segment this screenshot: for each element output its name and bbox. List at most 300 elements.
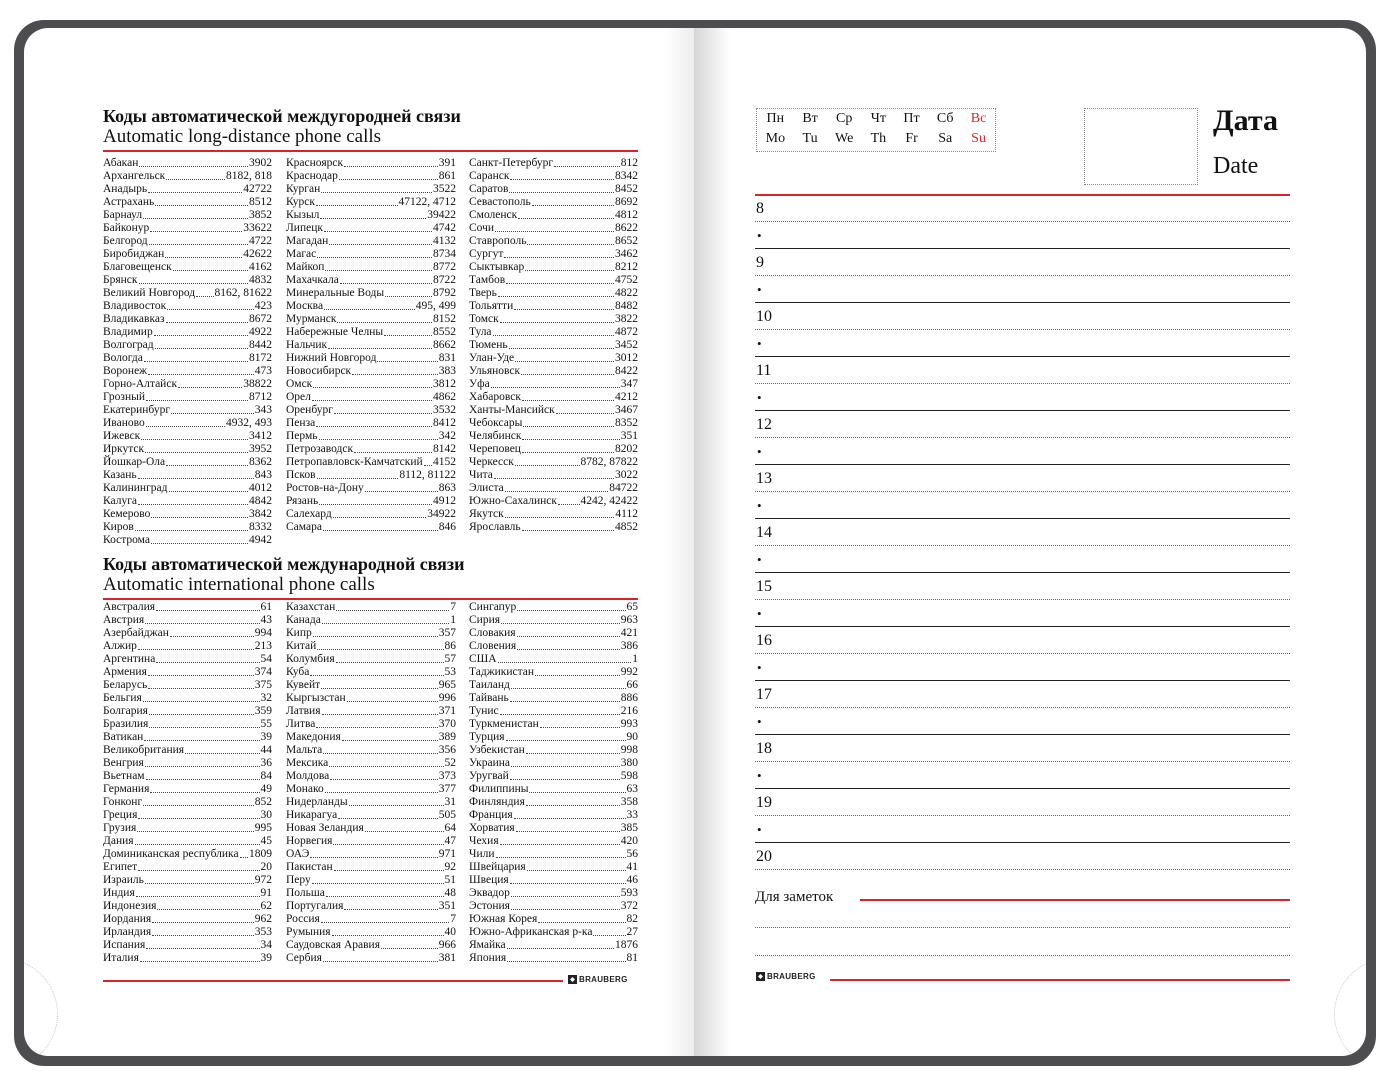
code-row [286, 235, 456, 248]
code-row [469, 417, 638, 430]
dialing-code: 91 [260, 887, 272, 899]
place-name: Смоленск [469, 209, 518, 221]
place-name: Набережные Челны [286, 326, 384, 338]
dialing-code: 593 [620, 887, 638, 899]
code-row [469, 378, 638, 391]
place-name: Йошкар-Ола [103, 456, 166, 468]
code-row [103, 209, 272, 222]
dialing-code: 8342 [615, 170, 638, 182]
schedule-line[interactable] [755, 248, 1290, 249]
dialing-code: 996 [438, 692, 456, 704]
place-name: Новосибирск [286, 365, 352, 377]
weekday-sa[interactable]: Сб Sa [936, 111, 954, 146]
dialing-code: 994 [254, 627, 272, 639]
place-name: Ирландия [103, 926, 152, 938]
place-name: Санкт-Петербург [469, 157, 554, 169]
place-name: Туркменистан [469, 718, 539, 730]
half-hour-bullet: • [757, 498, 762, 513]
code-row [103, 679, 272, 692]
code-row [286, 939, 456, 952]
dialing-code: 998 [620, 744, 638, 756]
place-name: Тамбов [469, 274, 506, 286]
dialing-code: 598 [620, 770, 638, 782]
place-name: Дания [103, 835, 134, 847]
code-row [103, 287, 272, 300]
dialing-code: 381 [438, 952, 456, 964]
code-row [286, 718, 456, 731]
dialing-code: 4832 [249, 274, 272, 286]
dialing-code: 84722 [609, 482, 638, 494]
place-name: Магас [286, 248, 317, 260]
dialing-code: 8772 [433, 261, 456, 273]
dialing-code: 375 [254, 679, 272, 691]
code-row [469, 339, 638, 352]
dialing-code: 383 [438, 365, 456, 377]
code-row [103, 352, 272, 365]
schedule-line[interactable] [755, 869, 1290, 870]
place-name: Армения [103, 666, 147, 678]
schedule-line[interactable] [755, 410, 1290, 411]
code-row [286, 640, 456, 653]
dialing-code: 4742 [433, 222, 456, 234]
place-name: Беларусь [103, 679, 148, 691]
schedule-line[interactable] [755, 275, 1290, 276]
half-hour-bullet: • [757, 768, 762, 783]
code-row [469, 692, 638, 705]
code-row [286, 222, 456, 235]
dialing-code: 8172 [249, 352, 272, 364]
domestic-codes-column-3 [469, 157, 638, 534]
place-name: Ставрополь [469, 235, 527, 247]
schedule-line[interactable] [755, 734, 1290, 735]
dialing-code: 39422 [427, 209, 456, 221]
dialing-code: 966 [438, 939, 456, 951]
place-name: Аргентина [103, 653, 156, 665]
place-name: Италия [103, 952, 139, 964]
date-input-box[interactable] [1084, 108, 1198, 185]
dialing-code: 359 [254, 705, 272, 717]
code-row [103, 692, 272, 705]
code-row [103, 157, 272, 170]
dialing-code: 1876 [615, 939, 638, 951]
dialing-code: 972 [254, 874, 272, 886]
code-row [103, 640, 272, 653]
dialing-code: 4212 [615, 391, 638, 403]
schedule-line[interactable] [755, 707, 1290, 708]
code-row [286, 326, 456, 339]
place-name: Россия [286, 913, 320, 925]
place-name: Кызыл [286, 209, 320, 221]
code-row [103, 313, 272, 326]
schedule-line[interactable] [755, 680, 1290, 681]
code-row [286, 482, 456, 495]
schedule-line[interactable] [755, 599, 1290, 600]
dialing-code: 4842 [249, 495, 272, 507]
dialing-code: 8202 [615, 443, 638, 455]
code-row [469, 456, 638, 469]
dialing-code: 4922 [249, 326, 272, 338]
code-row [286, 835, 456, 848]
dialing-code: 473 [254, 365, 272, 377]
code-row [469, 313, 638, 326]
place-name: Польша [286, 887, 325, 899]
international-codes-title: Коды автоматической международной связи [103, 554, 465, 574]
code-row [286, 495, 456, 508]
place-name: Португалия [286, 900, 344, 912]
dialing-code: 56 [626, 848, 638, 860]
dialing-code: 3532 [433, 404, 456, 416]
dialing-code: 421 [620, 627, 638, 639]
left-footer-rule [103, 980, 563, 982]
code-row [286, 196, 456, 209]
place-name: Южно-Сахалинск [469, 495, 557, 507]
dialing-code: 370 [438, 718, 456, 730]
place-name: Чита [469, 469, 493, 481]
place-name: Самара [286, 521, 322, 533]
code-row [103, 339, 272, 352]
place-name: Южно-Африканская р-ка [469, 926, 593, 938]
place-name: Тунис [469, 705, 499, 717]
domestic-codes-column-1 [103, 157, 272, 547]
schedule-line[interactable] [755, 545, 1290, 546]
place-name: Оренбург [286, 404, 333, 416]
dialing-code: 8412 [433, 417, 456, 429]
place-name: Хорватия [469, 822, 515, 834]
code-row [469, 783, 638, 796]
dialing-code: 505 [438, 809, 456, 821]
schedule-line[interactable] [755, 491, 1290, 492]
code-row [103, 443, 272, 456]
dialing-code: 52 [444, 757, 456, 769]
dialing-code: 33 [626, 809, 638, 821]
code-row [469, 183, 638, 196]
code-row [469, 848, 638, 861]
weekday-mo[interactable]: Пн Mo [765, 111, 786, 146]
dialing-code: 8452 [615, 183, 638, 195]
cover-stitching [24, 958, 58, 1056]
place-name: Киров [103, 521, 134, 533]
weekday-su[interactable]: Вс Su [970, 111, 987, 146]
code-row [103, 783, 272, 796]
place-name: Доминиканская республика [103, 848, 239, 860]
place-name: Калуга [103, 495, 138, 507]
dialing-code: 84 [260, 770, 272, 782]
dialing-code: 8662 [433, 339, 456, 351]
place-name: Саратов [469, 183, 509, 195]
place-name: Великобритания [103, 744, 185, 756]
weekday-th[interactable]: Чт Th [870, 111, 887, 146]
code-row [469, 900, 638, 913]
place-name: Китай [286, 640, 317, 652]
place-name: Челябинск [469, 430, 522, 442]
weekday-selector [756, 108, 996, 152]
code-row [286, 926, 456, 939]
dialing-code: 44 [260, 744, 272, 756]
place-name: Нидерланды [286, 796, 348, 808]
place-name: Майкоп [286, 261, 325, 273]
code-row [469, 235, 638, 248]
code-row [103, 835, 272, 848]
schedule-line[interactable] [755, 221, 1290, 222]
schedule-line[interactable] [755, 626, 1290, 627]
dialing-code: 8652 [615, 235, 638, 247]
code-row [286, 692, 456, 705]
place-name: Македония [286, 731, 341, 743]
code-row [286, 770, 456, 783]
place-name: Нальчик [286, 339, 328, 351]
schedule-line[interactable] [755, 302, 1290, 303]
code-row [286, 170, 456, 183]
code-row [469, 796, 638, 809]
dialing-code: 3462 [615, 248, 638, 260]
schedule-line[interactable] [755, 437, 1290, 438]
hour-label: 18 [756, 740, 772, 757]
code-row [103, 391, 272, 404]
place-name: Индия [103, 887, 135, 899]
code-row [469, 300, 638, 313]
dialing-code: 423 [254, 300, 272, 312]
code-row [103, 627, 272, 640]
code-row [103, 300, 272, 313]
code-row [103, 939, 272, 952]
dialing-code: 1809 [249, 848, 272, 860]
code-row [103, 874, 272, 887]
dialing-code: 357 [438, 627, 456, 639]
code-row [103, 744, 272, 757]
notes-label: Для заметок [755, 889, 834, 905]
dialing-code: 391 [438, 157, 456, 169]
schedule-line[interactable] [755, 572, 1290, 573]
code-row [469, 352, 638, 365]
place-name: Южная Корея [469, 913, 538, 925]
dialing-code: 962 [254, 913, 272, 925]
place-name: Тула [469, 326, 492, 338]
place-name: Омск [286, 378, 313, 390]
place-name: Липецк [286, 222, 323, 234]
dialing-code: 8782, 87822 [580, 456, 638, 468]
place-name: Ижевск [103, 430, 141, 442]
place-name: Монако [286, 783, 324, 795]
dialing-code: 863 [438, 482, 456, 494]
dialing-code: 42622 [243, 248, 272, 260]
code-row [469, 521, 638, 534]
dialing-code: 7 [450, 913, 456, 925]
place-name: Азербайджан [103, 627, 169, 639]
place-name: Сочи [469, 222, 495, 234]
place-name: Курган [286, 183, 321, 195]
place-name: Сингапур [469, 601, 517, 613]
weekday-tu[interactable]: Вт Tu [802, 111, 818, 146]
dialing-code: 39 [260, 731, 272, 743]
code-row [103, 809, 272, 822]
code-row [286, 757, 456, 770]
place-name: Черкесск [469, 456, 514, 468]
dialing-code: 39 [260, 952, 272, 964]
code-row [469, 705, 638, 718]
place-name: Филиппины [469, 783, 529, 795]
schedule-line[interactable] [755, 356, 1290, 357]
dialing-code: 861 [438, 170, 456, 182]
place-name: Мексика [286, 757, 329, 769]
dialing-code: 46 [626, 874, 638, 886]
place-name: Уфа [469, 378, 490, 390]
dialing-code: 993 [620, 718, 638, 730]
code-row [103, 222, 272, 235]
code-row [469, 809, 638, 822]
code-row [103, 495, 272, 508]
schedule-line[interactable] [755, 653, 1290, 654]
place-name: Кыргызстан [286, 692, 346, 704]
half-hour-bullet: • [757, 282, 762, 297]
place-name: Таиланд [469, 679, 510, 691]
schedule-line[interactable] [755, 329, 1290, 330]
code-row [286, 783, 456, 796]
schedule-line[interactable] [755, 788, 1290, 789]
place-name: Саранск [469, 170, 510, 182]
schedule-line[interactable] [755, 761, 1290, 762]
place-name: Пенза [286, 417, 316, 429]
place-name: Череповец [469, 443, 521, 455]
place-name: Томск [469, 313, 499, 325]
place-name: Таджикистан [469, 666, 535, 678]
code-row [103, 248, 272, 261]
half-hour-bullet: • [757, 444, 762, 459]
code-row [469, 835, 638, 848]
place-name: Вьетнам [103, 770, 145, 782]
dialing-code: 8182, 818 [226, 170, 272, 182]
dialing-code: 61 [260, 601, 272, 613]
dialing-code: 3842 [249, 508, 272, 520]
cover-stitching [1334, 958, 1366, 1056]
schedule-line[interactable] [755, 518, 1290, 519]
place-name: Москва [286, 300, 324, 312]
dialing-code: 43 [260, 614, 272, 626]
place-name: Красноярск [286, 157, 344, 169]
dialing-code: 965 [438, 679, 456, 691]
place-name: Краснодар [286, 170, 338, 182]
code-row [469, 822, 638, 835]
place-name: Гонконг [103, 796, 143, 808]
code-row [469, 404, 638, 417]
dialing-code: 8362 [249, 456, 272, 468]
code-row [286, 248, 456, 261]
place-name: Улан-Уде [469, 352, 515, 364]
code-row [469, 666, 638, 679]
dialing-code: 8332 [249, 521, 272, 533]
place-name: Турция [469, 731, 505, 743]
international-codes-column-2 [286, 601, 456, 965]
code-row [469, 508, 638, 521]
code-row [286, 887, 456, 900]
place-name: Горно-Алтайск [103, 378, 178, 390]
dialing-code: 64 [444, 822, 456, 834]
code-row [469, 209, 638, 222]
dialing-code: 51 [444, 874, 456, 886]
dialing-code: 33622 [243, 222, 272, 234]
dialing-code: 62 [260, 900, 272, 912]
code-row [286, 913, 456, 926]
weekday-fr[interactable]: Пт Fr [903, 111, 920, 146]
dialing-code: 831 [438, 352, 456, 364]
place-name: Перу [286, 874, 311, 886]
code-row [286, 861, 456, 874]
place-name: Никарагуа [286, 809, 338, 821]
schedule-line[interactable] [755, 383, 1290, 384]
place-name: Словения [469, 640, 517, 652]
code-row [469, 757, 638, 770]
weekday-we[interactable]: Ср We [835, 111, 854, 146]
place-name: Ватикан [103, 731, 144, 743]
place-name: Пакистан [286, 861, 333, 873]
domestic-codes-title: Коды автоматической междугородней связи [103, 106, 461, 126]
place-name: Тюмень [469, 339, 508, 351]
code-row [286, 952, 456, 965]
dialing-code: 4152 [433, 456, 456, 468]
dialing-code: 358 [620, 796, 638, 808]
place-name: Бельгия [103, 692, 142, 704]
place-name: Хабаровск [469, 391, 521, 403]
code-row [103, 887, 272, 900]
place-name: Благовещенск [103, 261, 172, 273]
dialing-code: 995 [254, 822, 272, 834]
schedule-line[interactable] [755, 815, 1290, 816]
place-name: Архангельск [103, 170, 166, 182]
code-row [286, 744, 456, 757]
hour-label: 8 [756, 200, 764, 217]
place-name: Уругвай [469, 770, 509, 782]
dialing-code: 53 [444, 666, 456, 678]
dialing-code: 66 [626, 679, 638, 691]
place-name: Австралия [103, 601, 156, 613]
dialing-code: 4112 [615, 508, 638, 520]
schedule-line[interactable] [755, 842, 1290, 843]
place-name: Узбекистан [469, 744, 525, 756]
schedule-top-rule [755, 194, 1290, 196]
place-name: Кострома [103, 534, 150, 546]
code-row [103, 274, 272, 287]
dialing-code: 4812 [615, 209, 638, 221]
notes-line[interactable] [755, 955, 1290, 956]
code-row [286, 287, 456, 300]
code-row [469, 443, 638, 456]
dialing-code: 3412 [249, 430, 272, 442]
half-hour-bullet: • [757, 390, 762, 405]
place-name: Мурманск [286, 313, 337, 325]
code-row [103, 952, 272, 965]
place-name: Вологда [103, 352, 143, 364]
dialing-code: 963 [620, 614, 638, 626]
dialing-code: 8212 [615, 261, 638, 273]
place-name: Воронеж [103, 365, 148, 377]
notes-line[interactable] [755, 927, 1290, 928]
code-row [469, 731, 638, 744]
code-row [286, 900, 456, 913]
code-row [469, 744, 638, 757]
schedule-line[interactable] [755, 464, 1290, 465]
place-name: Брянск [103, 274, 138, 286]
code-row [286, 352, 456, 365]
code-row [469, 326, 638, 339]
place-name: Грозный [103, 391, 146, 403]
code-row [286, 430, 456, 443]
dialing-code: 8692 [615, 196, 638, 208]
dialing-code: 992 [620, 666, 638, 678]
place-name: Украина [469, 757, 510, 769]
place-name: Владимир [103, 326, 153, 338]
domestic-title-rule [103, 150, 638, 152]
code-row [103, 666, 272, 679]
dialing-code: 843 [254, 469, 272, 481]
